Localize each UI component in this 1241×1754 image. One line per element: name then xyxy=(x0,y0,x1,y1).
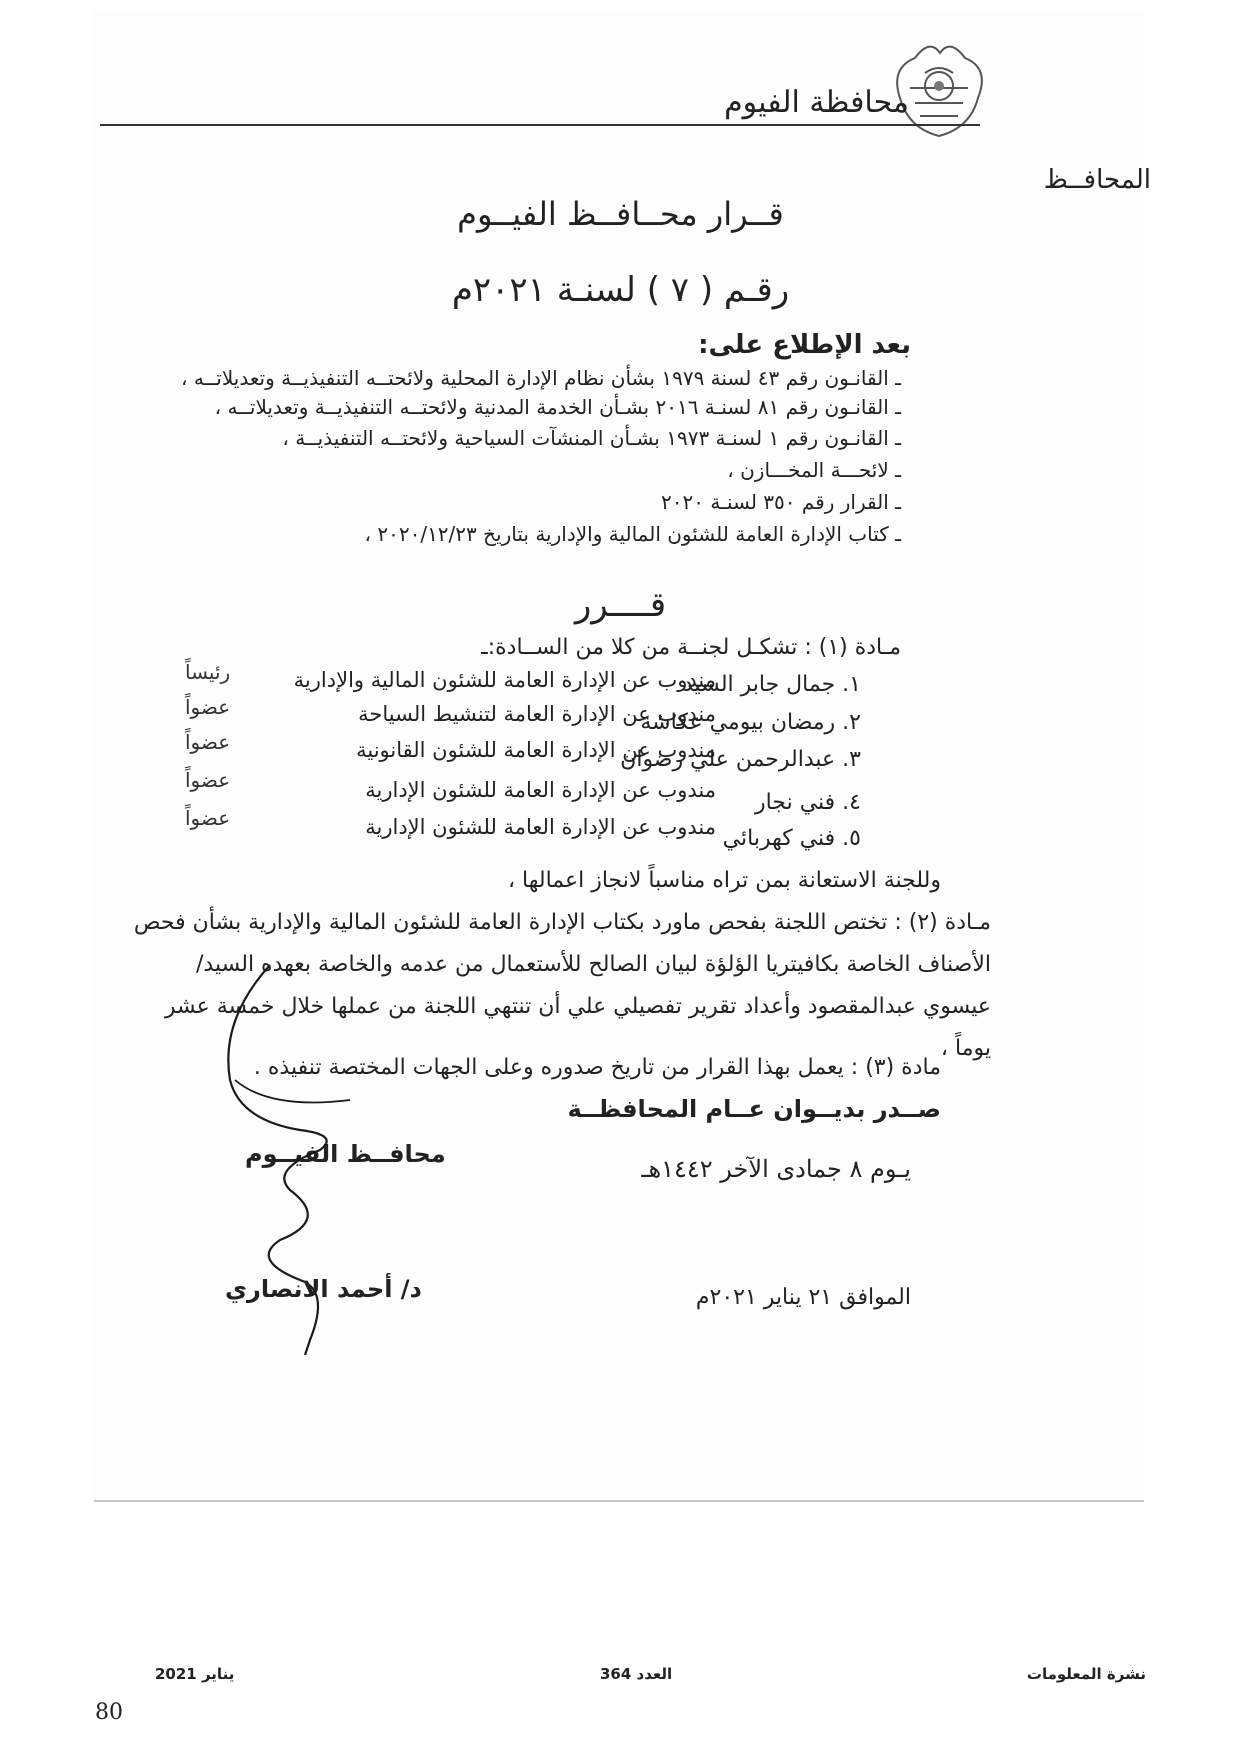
reference-item: ـ القانـون رقم ٤٣ لسنة ١٩٧٩ بشأن نظام الإدارة المحلية ولائحتــه التنفيذيــة وتعديلاتــه ، xyxy=(181,366,901,390)
member-name: ٤. فني نجار xyxy=(755,790,861,815)
member-role: رئيساً xyxy=(185,660,231,684)
signatory-title: محافــظ الفيــوم xyxy=(245,1140,446,1168)
member-role: عضواً xyxy=(185,730,231,754)
reference-item: ـ القرار رقم ٣٥٠ لسنـة ٢٠٢٠ xyxy=(661,490,901,514)
reference-item: ـ القانـون رقم ١ لسنـة ١٩٧٣ بشـأن المنشآت السياحية ولائحتــه التنفيذيــة ، xyxy=(282,426,901,450)
issued-at: صــدر بديــوان عــام المحافظــة xyxy=(567,1095,941,1123)
member-name: ٣. عبدالرحمن علي رضوان xyxy=(620,747,861,772)
article-2: مـادة (٢) : تختص اللجنة بفحص ماورد بكتاب الإدارة العامة للشئون المالية والإدارية بشأن فحص الأصناف الخاصة بكافيتريا الؤلؤة لبيان الصالح للأستعمال من عدمه والخاصة بعهده السيد/ عيسوي عبدالمقصود وأعداد تقرير تفصيلي علي أن تنتهي اللجنة من عملها خلال خمسة عشر يوماً ، xyxy=(133,910,991,1061)
member-role: عضواً xyxy=(185,806,231,830)
hijri-date: يـوم ٨ جمادى الآخر ١٤٤٢هـ xyxy=(641,1155,911,1183)
member-name: ١. جمال جابر السيد xyxy=(683,672,861,697)
member-name: ٢. رمضان بيومي عكاشة xyxy=(640,710,861,735)
page-number: 80 xyxy=(95,1700,123,1725)
reference-item: ـ القانـون رقم ٨١ لسنـة ٢٠١٦ بشـأن الخدمة المدنية ولائحتــه التنفيذيــة وتعديلاتــه ، xyxy=(214,395,901,419)
member-name: ٥. فني كهربائي xyxy=(722,826,861,851)
committee-assistance: وللجنة الاستعانة بمن تراه مناسباً لانجاز اعمالها ، xyxy=(507,868,941,893)
member-role: عضواً xyxy=(185,695,231,719)
member-delegate: مندوب عن الإدارة العامة للشئون الإدارية xyxy=(365,778,716,802)
decision-number: رقـم ( ٧ ) لسنـة ٢٠٢١م xyxy=(451,270,790,310)
member-delegate: مندوب عن الإدارة العامة للشئون الإدارية xyxy=(365,815,716,839)
governorate-name: محافظة الفيوم xyxy=(724,85,909,120)
footer-issue: العدد 364 xyxy=(600,1665,673,1683)
member-delegate: مندوب عن الإدارة العامة للشئون المالية والإدارية xyxy=(293,668,716,692)
article-1: مـادة (١) : تشكـل لجنــة من كلا من الســادة:ـ xyxy=(481,635,901,660)
member-delegate: مندوب عن الإدارة العامة للشئون القانونية xyxy=(356,738,716,762)
reference-item: ـ كتاب الإدارة العامة للشئون المالية والإدارية بتاريخ ٢٠٢٠/١٢/٢٣ ، xyxy=(364,522,901,546)
member-role: عضواً xyxy=(185,768,231,792)
decision-title: قــرار محــافــظ الفيــوم xyxy=(457,195,784,233)
reference-item: ـ لائحـــة المخـــازن ، xyxy=(727,458,901,482)
article-3: مادة (٣) : يعمل بهذا القرار من تاريخ صدوره وعلى الجهات المختصة تنفيذه . xyxy=(253,1055,941,1080)
footer-publication: نشرة المعلومات xyxy=(1026,1665,1146,1683)
office-label: المحافــظ xyxy=(1043,165,1151,195)
signatory-name: د/ أحمد الانصاري xyxy=(225,1275,422,1303)
header-divider xyxy=(100,124,980,126)
member-delegate: مندوب عن الإدارة العامة لتنشيط السياحة xyxy=(358,702,716,726)
preamble-heading: بعد الإطلاع على: xyxy=(698,330,911,360)
gregorian-date: الموافق ٢١ يناير ٢٠٢١م xyxy=(695,1285,911,1310)
footer-date: يناير 2021 xyxy=(155,1665,235,1683)
decided-label: قــــرر xyxy=(574,585,667,625)
